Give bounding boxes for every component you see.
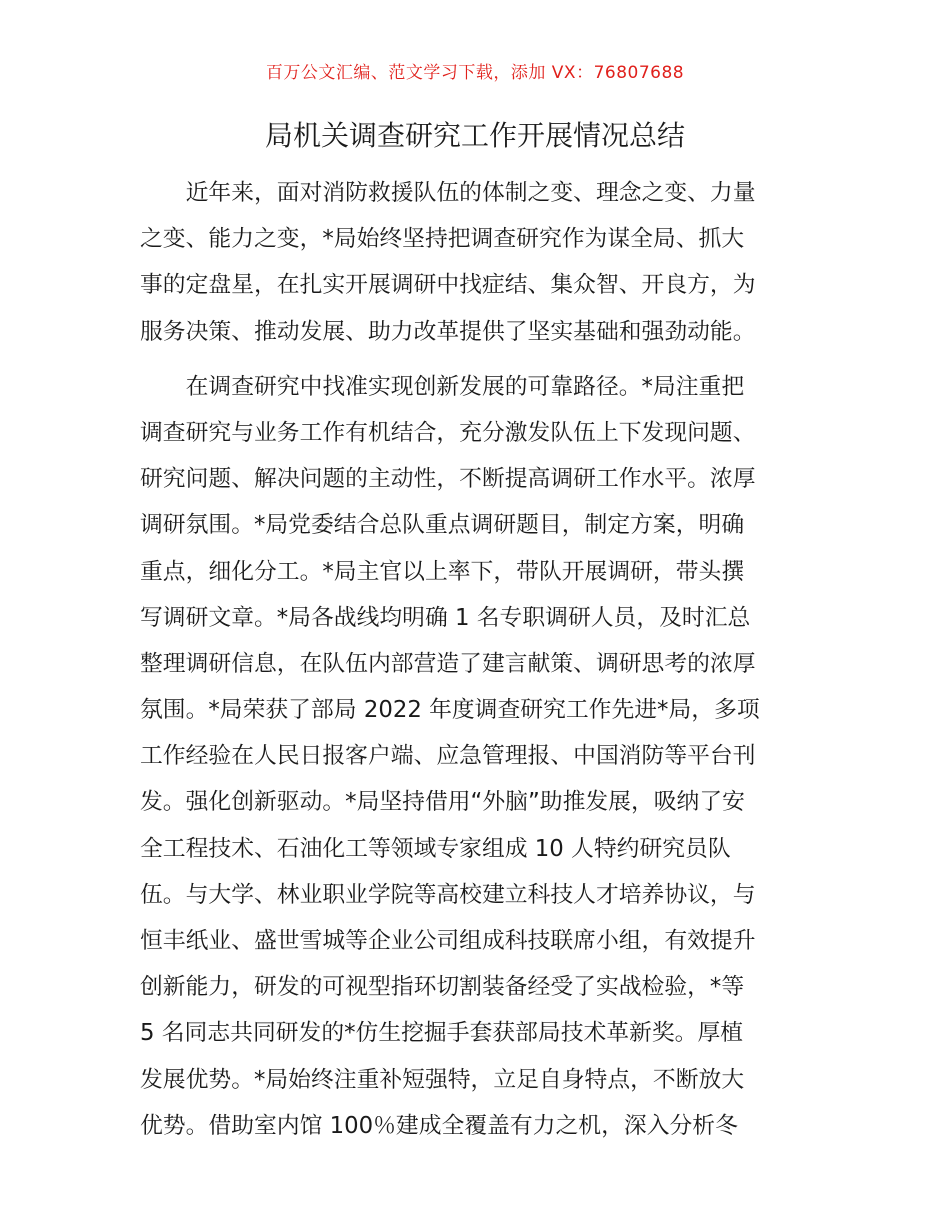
paragraph-line: 近年来，面对消防救援队伍的体制之变、理念之变、力量 bbox=[140, 180, 756, 206]
paragraph-line: 工作经验在人民日报客户端、应急管理报、中国消防等平台刊 bbox=[140, 743, 756, 770]
paragraph-line: 在调查研究中找准实现创新发展的可靠路径。*局注重把 bbox=[140, 373, 745, 400]
paragraph-line: 重点，细化分工。*局主官以上率下，带队开展调研，带头撰 bbox=[140, 558, 745, 585]
paragraph-1 bbox=[140, 170, 830, 355]
paragraph-line: 全工程技术、石油化工等领域专家组成 10 人特约研究员队 bbox=[140, 835, 731, 862]
paragraph-line: 发展优势。*局始终注重补短强特，立足自身特点，不断放大 bbox=[140, 1066, 745, 1093]
document-body bbox=[140, 170, 830, 1149]
document-title: 局机关调查研究工作开展情况总结 bbox=[264, 119, 685, 152]
paragraph-2 bbox=[140, 364, 830, 1149]
paragraph-line: 服务决策、推动发展、助力改革提供了坚实基础和强劲动能。 bbox=[140, 318, 756, 345]
paragraph-line: 恒丰纸业、盛世雪城等企业公司组成科技联席小组，有效提升 bbox=[140, 928, 756, 954]
paragraph-line: 调查研究与业务工作有机结合，充分激发队伍上下发现问题、 bbox=[140, 419, 756, 446]
paragraph-line: 写调研文章。*局各战线均明确 1 名专职调研人员，及时汇总 bbox=[140, 604, 751, 631]
paragraph-line: 研究问题、解决问题的主动性，不断提高调研工作水平。浓厚 bbox=[140, 466, 756, 493]
paragraph-line: 优势。借助室内馆 100％建成全覆盖有力之机，深入分析冬 bbox=[140, 1112, 738, 1139]
paragraph-line: 调研氛围。*局党委结合总队重点调研题目，制定方案，明确 bbox=[140, 512, 745, 539]
paragraph-line: 整理调研信息，在队伍内部营造了建言献策、调研思考的浓厚 bbox=[140, 650, 756, 677]
paragraph-line: 5 名同志共同研发的*仿生挖掘手套获部局技术革新奖。厚植 bbox=[140, 1020, 744, 1047]
paragraph-line: 氛围。*局荣获了部局 2022 年度调查研究工作先进*局，多项 bbox=[140, 697, 760, 724]
header-promo-note: 百万公文汇编、范文学习下载，添加 VX：76807688 bbox=[265, 63, 685, 83]
paragraph-line: 之变、能力之变，*局始终坚持把调查研究作为谋全局、抓大 bbox=[140, 226, 745, 253]
paragraph-line: 创新能力，研发的可视型指环切割装备经受了实战检验，*等 bbox=[140, 974, 745, 1001]
paragraph-line: 事的定盘星，在扎实开展调研中找症结、集众智、开良方，为 bbox=[140, 272, 756, 299]
paragraph-line: 伍。与大学、林业职业学院等高校建立科技人才培养协议，与 bbox=[140, 881, 756, 908]
paragraph-gap bbox=[140, 355, 830, 364]
paragraph-line: 发。强化创新驱动。*局坚持借用“外脑”助推发展，吸纳了安 bbox=[140, 789, 745, 816]
